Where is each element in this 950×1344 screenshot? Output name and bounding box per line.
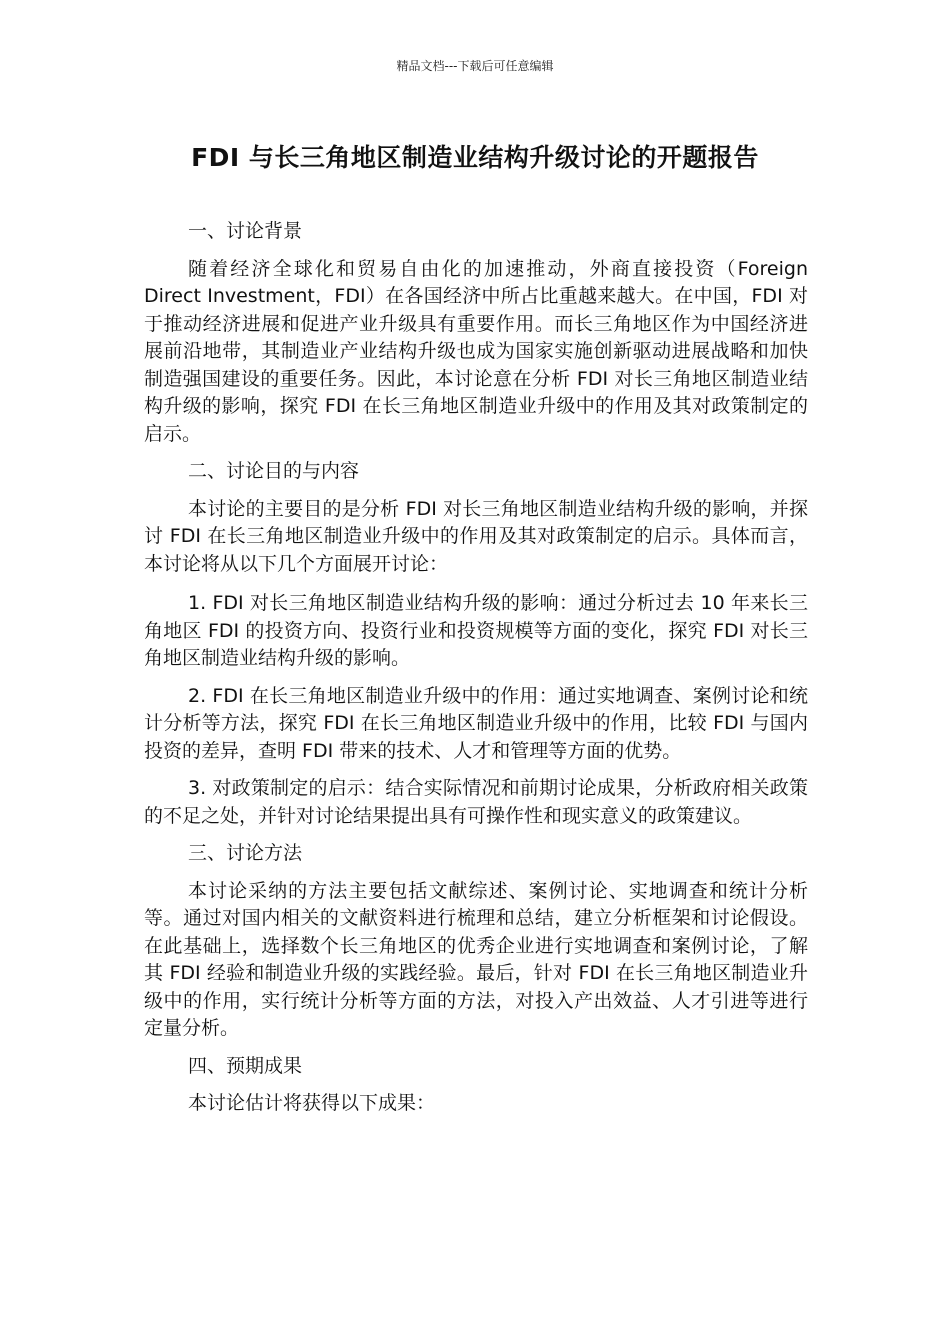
objectives-item-1: 1. FDI 对长三角地区制造业结构升级的影响：通过分析过去 10 年来长三角地区 FDI 的投资方向、投资行业和投资规模等方面的变化，探究 FDI 对长三角地区制造业结构升级的影响。 bbox=[144, 592, 808, 669]
objectives-intro-paragraph: 本讨论的主要目的是分析 FDI 对长三角地区制造业结构升级的影响，并探讨 FDI 在长三角地区制造业升级中的作用及其对政策制定的启示。具体而言，本讨论将从以下几个方面展开讨论： bbox=[144, 497, 808, 575]
page-header-note: 精品文档---下载后可任意编辑 bbox=[396, 59, 554, 73]
section-heading-outcomes: 四、预期成果 bbox=[188, 1054, 303, 1077]
objectives-item-2: 2. FDI 在长三角地区制造业升级中的作用：通过实地调查、案例讨论和统计分析等方法，探究 FDI 在长三角地区制造业升级中的作用，比较 FDI 与国内投资的差异，查明 FDI 带来的技术、人才和管理等方面的优势。 bbox=[144, 684, 808, 762]
section-heading-objectives: 二、讨论目的与内容 bbox=[188, 460, 360, 482]
outcomes-paragraph: 本讨论估计将获得以下成果： bbox=[188, 1092, 436, 1114]
section-heading-methods: 三、讨论方法 bbox=[188, 842, 303, 864]
document-body bbox=[144, 218, 808, 1128]
background-paragraph: 随着经济全球化和贸易自由化的加速推动，外商直接投资（Foreign Direct Investment，FDI）在各国经济中所占比重越来越大。在中国，FDI 对于推动经济进展和促进产业升级具有重要作用。而长三角地区作为中国经济进展前沿地带，其制造业产业结构升级也成为国家实施创新驱动进展战略和加快制造强国建设的重要任务。因此，本讨论意在分析 FDI 对长三角地区制造业结构升级的影响，探究 FDI 在长三角地区制造业升级中的作用及其对政策制定的启示。 bbox=[144, 257, 808, 445]
objectives-item-3: 3. 对政策制定的启示：结合实际情况和前期讨论成果，分析政府相关政策的不足之处，并针对讨论结果提出具有可操作性和现实意义的政策建议。 bbox=[144, 777, 808, 827]
section-heading-background: 一、讨论背景 bbox=[188, 220, 303, 242]
methods-paragraph: 本讨论采纳的方法主要包括文献综述、案例讨论、实地调查和统计分析等。通过对国内相关的文献资料进行梳理和总结，建立分析框架和讨论假设。在此基础上，选择数个长三角地区的优秀企业进行实地调查和案例讨论，了解其 FDI 经验和制造业升级的实践经验。最后，针对 FDI 在长三角地区制造业升级中的作用，实行统计分析等方面的方法，对投入产出效益、人才引进等进行定量分析。 bbox=[144, 879, 808, 1039]
document-title: FDI 与长三角地区制造业结构升级讨论的开题报告 bbox=[191, 143, 759, 172]
